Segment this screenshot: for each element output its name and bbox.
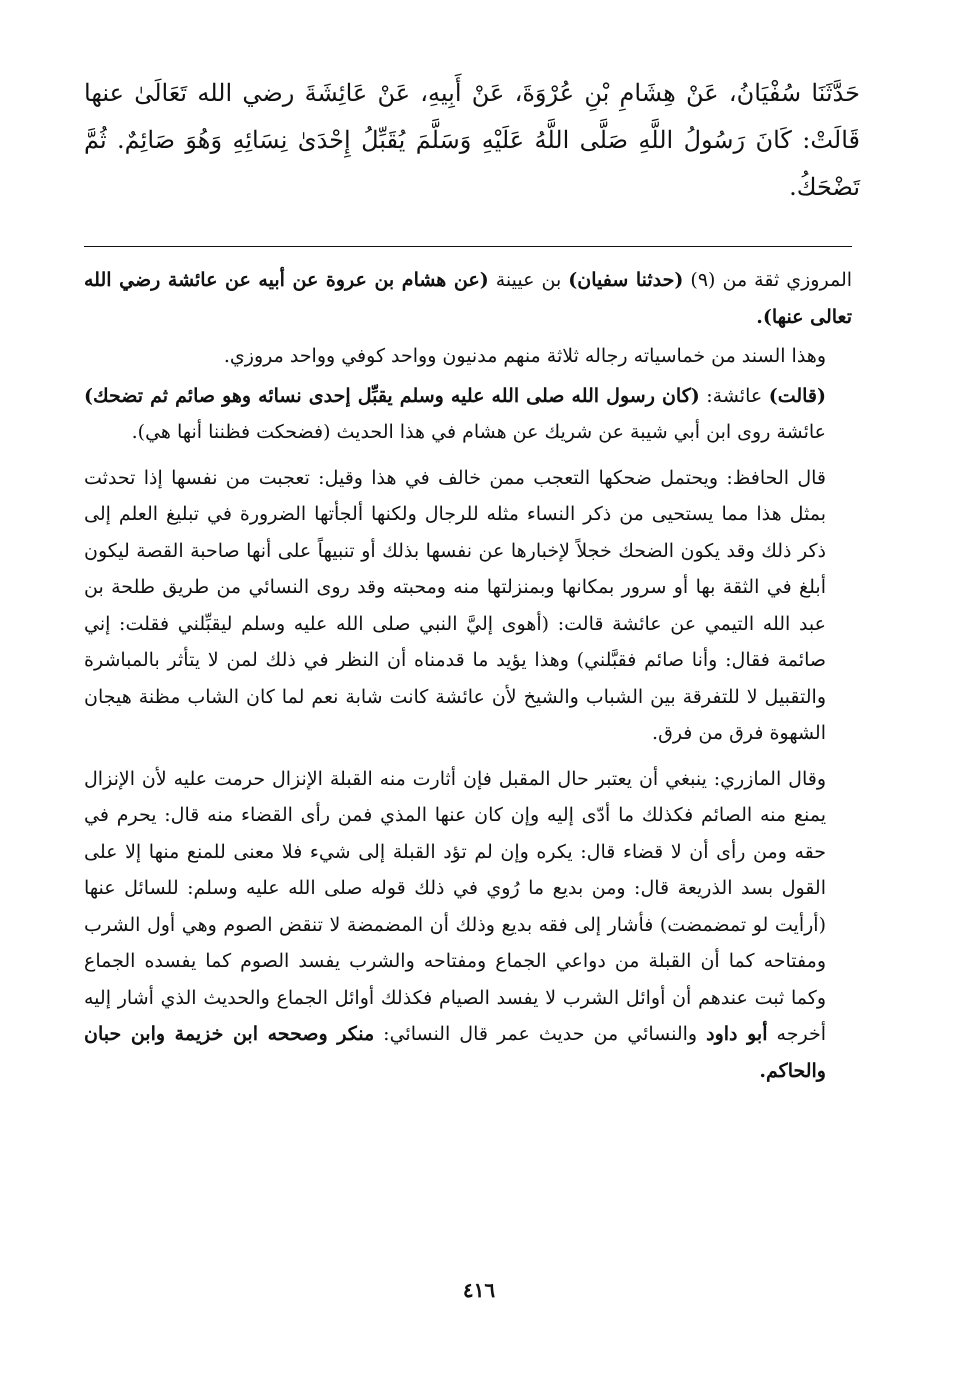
commentary-paragraph-4: قال الحافظ: ويحتمل ضحكها التعجب ممن خالف في هذا وقيل: تعجبت من نفسها إذا تحدثت بمثل هذا مما يستحيى من ذكر النساء مثله للرجال ولكنها ألجأتها الضرورة في تبليغ العلم إلى ذكر ذلك وقد يكون الضحك خجلاً لإخبارها عن نفسها بذلك أو تنبيهاً على أنها صاحبة القصة ليكون أبلغ في الثقة بها أو سرور بمكانها وبمنزلتها منه ومحبته وقد روى النسائي من طريق طلحة بن عبد الله التيمي عن عائشة قالت: (أهوى إليَّ النبي صلى الله عليه وسلم ليقبِّلني فقلت: إني صائمة فقال: وأنا صائم فقبَّلني) وهذا يؤيد ما قدمناه أن النظر في ذلك لمن لا يتأثر بالمباشرة والتقبيل لا للتفرقة بين الشباب والشيخ لأن عائشة كانت شابة نعم لما كان الشاب مظنة هيجان الشهوة فرق من فرق.	[84, 466, 826, 744]
footnote-divider	[84, 246, 852, 247]
commentary-paragraph-2: وهذا السند من خماسياته رجاله ثلاثة منهم مدنيون وواحد كوفي وواحد مروزي.	[223, 345, 826, 367]
hadith-text: حَدَّثَنَا سُفْيَانُ، عَنْ هِشَامِ بْنِ عُرْوَةَ، عَنْ أَبِيهِ، عَنْ عَائِشَةَ رضي الله تَعَالَىٰ عنها قَالَتْ: كَانَ رَسُولُ اللَّهِ صَلَّى اللَّهُ عَلَيْهِ وَسَلَّمَ يُقَبِّلُ إِحْدَىٰ نِسَائِهِ وَهُوَ صَائِمٌ. ثُمَّ تَضْحَكُ.	[84, 79, 860, 201]
commentary-paragraph-5: وقال المازري: ينبغي أن يعتبر حال المقبل فإن أثارت منه القبلة الإنزال حرمت عليه لأن الإنزال يمنع منه الصائم فكذلك ما أدّى إليه وإن كان عنها المذي فمن رأى القضاء منه قال: يحرم في حقه ومن رأى أن لا قضاء قال: يكره وإن لم تؤد القبلة إلى شيء فلا معنى للمنع منها إلا على القول بسد الذريعة قال: ومن بديع ما رُوي في ذلك قوله صلى الله عليه وسلم: للسائل عنها (أرأيت لو تمضمضت) فأشار إلى فقه بديع وذلك أن المضمضة لا تنقض الصوم وهي أول الشرب ومفتاحه كما أن القبلة من دواعي الجماع ومفتاحه والشرب يفسد الصوم كما يفسده الجماع وكما ثبت عندهم أن أوائل الشرب لا يفسد الصيام فكذلك أوائل الجماع والحديث الذي أشار إليه أخرجه أبو داود والنسائي من حديث عمر قال النسائي: منكر وصححه ابن خزيمة وابن حبان والحاكم.	[84, 767, 826, 1082]
page-number: ٤١٦	[462, 1278, 496, 1302]
commentary-paragraph-1: المروزي ثقة من (٩) (حدثنا سفيان) بن عيينة (عن هشام بن عروة عن أبيه عن عائشة رضي الله تعالى عنها).	[84, 269, 853, 328]
commentary-paragraph-3: (قالت) عائشة: (كان رسول الله صلى الله عليه وسلم يقبِّل إحدى نسائه وهو صائم ثم تضحك) عائشة روى ابن أبي شيبة عن شريك عن هشام في هذا الحديث (فضحكت فظننا أنها هي).	[84, 384, 826, 443]
commentary	[84, 262, 852, 1089]
